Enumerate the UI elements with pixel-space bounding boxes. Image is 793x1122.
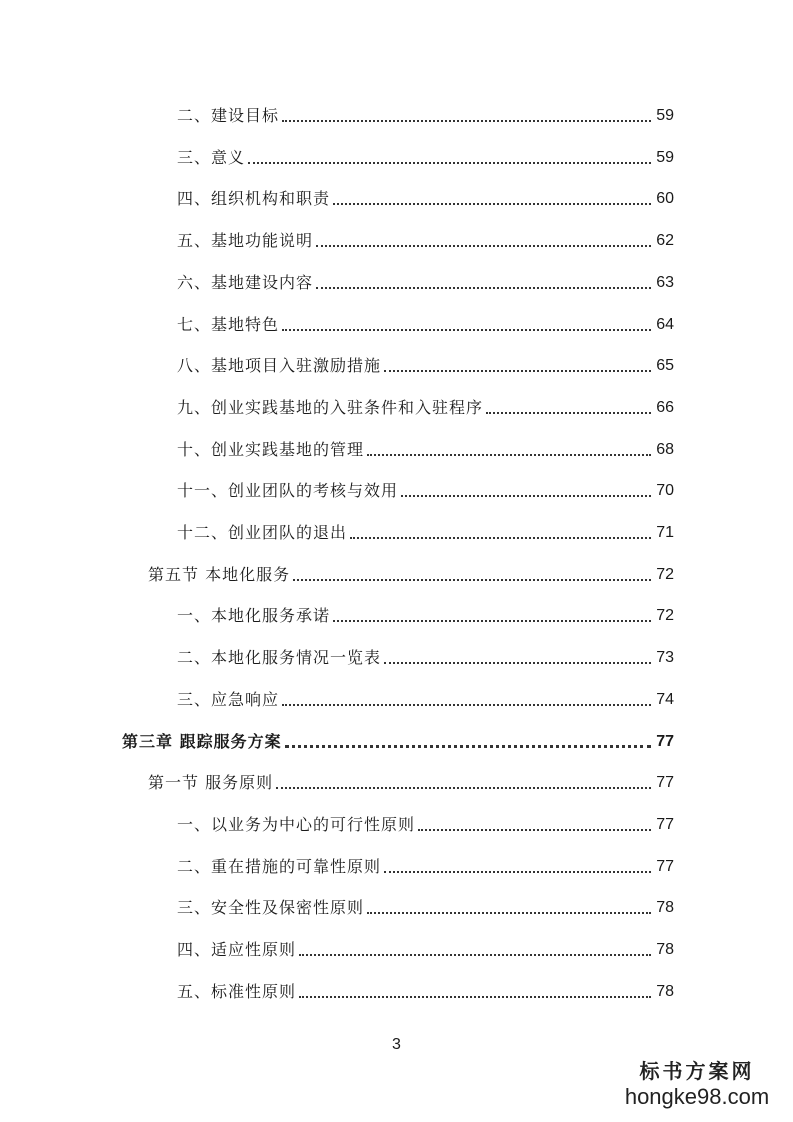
dot-leader <box>384 370 651 372</box>
toc-entry[interactable] <box>148 770 674 796</box>
watermark-name: 标书方案网 <box>639 1059 755 1083</box>
toc-entry-page: 59 <box>656 107 674 124</box>
toc-entry[interactable] <box>177 145 674 171</box>
dot-leader <box>293 579 651 581</box>
watermark-url: hongke98.com <box>624 1084 770 1109</box>
toc-entry-page: 72 <box>656 566 674 583</box>
toc-entry-title: 一、本地化服务承诺 <box>177 606 331 625</box>
dot-leader <box>299 996 651 998</box>
toc-entry-title: 九、创业实践基地的入驻条件和入驻程序 <box>177 398 484 417</box>
toc-entry-title: 三、应急响应 <box>177 690 280 709</box>
toc-entry-page: 62 <box>656 232 674 249</box>
site-watermark <box>617 1058 777 1114</box>
toc-entry-page: 77 <box>656 774 674 791</box>
toc-entry-page: 77 <box>656 733 674 750</box>
dot-leader <box>350 537 651 539</box>
toc-entry[interactable] <box>148 562 674 588</box>
toc-entry-page: 59 <box>656 149 674 166</box>
toc-entry-page: 63 <box>656 274 674 291</box>
toc-entry-title: 五、基地功能说明 <box>177 231 314 250</box>
toc-entry[interactable] <box>177 645 674 671</box>
toc-entry-title: 五、标准性原则 <box>177 982 297 1001</box>
dot-leader <box>316 245 651 247</box>
toc-entry-title: 一、以业务为中心的可行性原则 <box>177 815 416 834</box>
toc-entry-title: 二、重在措施的可靠性原则 <box>177 857 382 876</box>
dot-leader <box>333 203 651 205</box>
toc-entry-title: 十二、创业团队的退出 <box>177 523 348 542</box>
toc-entry[interactable] <box>177 812 674 838</box>
dot-leader <box>384 871 651 873</box>
toc-entry-page: 64 <box>656 316 674 333</box>
dot-leader <box>418 829 651 831</box>
toc-entry[interactable] <box>122 729 674 755</box>
toc-entry-page: 70 <box>656 482 674 499</box>
toc-entry-page: 78 <box>656 983 674 1000</box>
dot-leader <box>276 787 651 789</box>
toc-entry-page: 78 <box>656 941 674 958</box>
toc-entry-title: 七、基地特色 <box>177 315 280 334</box>
dot-leader <box>384 662 651 664</box>
toc-entry[interactable] <box>177 353 674 379</box>
toc-entry-page: 77 <box>656 816 674 833</box>
dot-leader <box>248 162 651 164</box>
dot-leader <box>367 454 651 456</box>
toc-entry[interactable] <box>177 854 674 880</box>
toc-entry-page: 77 <box>656 858 674 875</box>
toc-entry-page: 68 <box>656 441 674 458</box>
toc-entry-title: 四、组织机构和职责 <box>177 189 331 208</box>
page-number: 3 <box>392 1036 401 1053</box>
toc-entry-title: 十一、创业团队的考核与效用 <box>177 481 399 500</box>
dot-leader <box>367 912 651 914</box>
toc-entry[interactable] <box>177 895 674 921</box>
toc-entry-page: 74 <box>656 691 674 708</box>
dot-leader <box>285 745 651 748</box>
dot-leader <box>486 412 651 414</box>
dot-leader <box>282 704 651 706</box>
dot-leader <box>282 329 651 331</box>
toc-entry[interactable] <box>177 312 674 338</box>
toc-entry-title: 三、意义 <box>177 148 246 167</box>
toc-entry[interactable] <box>177 270 674 296</box>
toc-entry-page: 60 <box>656 190 674 207</box>
toc-entry[interactable] <box>177 437 674 463</box>
toc-entry-title: 四、适应性原则 <box>177 940 297 959</box>
dot-leader <box>333 620 651 622</box>
toc-entry[interactable] <box>177 103 674 129</box>
toc-entry-title: 第五节 本地化服务 <box>148 565 291 584</box>
dot-leader <box>316 287 651 289</box>
toc-entry-page: 73 <box>656 649 674 666</box>
dot-leader <box>299 954 651 956</box>
toc-entry-title: 二、本地化服务情况一览表 <box>177 648 382 667</box>
toc-entry[interactable] <box>177 937 674 963</box>
toc-entry[interactable] <box>177 395 674 421</box>
toc-entry-page: 72 <box>656 607 674 624</box>
toc-entry-title: 第一节 服务原则 <box>148 773 274 792</box>
toc-entry-page: 71 <box>656 524 674 541</box>
toc-entry-title: 三、安全性及保密性原则 <box>177 898 365 917</box>
toc-entry[interactable] <box>177 979 674 1005</box>
toc-entry-page: 65 <box>656 357 674 374</box>
toc-entry[interactable] <box>177 687 674 713</box>
toc-entry[interactable] <box>177 478 674 504</box>
toc-entry[interactable] <box>177 228 674 254</box>
dot-leader <box>401 495 651 497</box>
dot-leader <box>282 120 651 122</box>
toc-entry-page: 66 <box>656 399 674 416</box>
toc-entry-title: 六、基地建设内容 <box>177 273 314 292</box>
toc-entry-title: 第三章 跟踪服务方案 <box>122 732 282 751</box>
toc-entry-page: 78 <box>656 899 674 916</box>
toc-entry-title: 二、建设目标 <box>177 106 280 125</box>
toc-entry-title: 十、创业实践基地的管理 <box>177 440 365 459</box>
toc-entry[interactable] <box>177 603 674 629</box>
toc-entry[interactable] <box>177 520 674 546</box>
toc-entry-title: 八、基地项目入驻激励措施 <box>177 356 382 375</box>
toc-entry[interactable] <box>177 186 674 212</box>
